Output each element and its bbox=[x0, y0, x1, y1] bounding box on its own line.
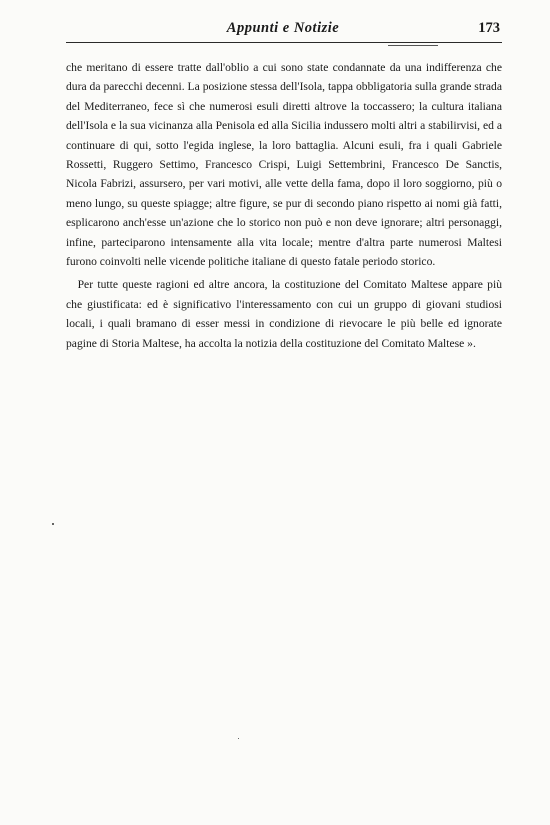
paragraph-2-text: Per tutte queste ragioni ed altre ancora, la costituzione del Comitato Maltese appare più che giustificata: ed è significativo l'interessamento con cui un gruppo di giovani studiosi locali, i quali bramano di esser messi in condizione di rievocare le più belle ed ignorate pagine di Storia Maltese, ha accolta la notizia della costituzione del Comitato Maltese ». bbox=[66, 278, 502, 350]
running-head bbox=[66, 18, 500, 42]
print-speck bbox=[238, 738, 239, 739]
print-speck bbox=[52, 523, 54, 525]
paragraph-2 bbox=[66, 275, 502, 353]
running-title: Appunti e Notizie bbox=[226, 20, 340, 36]
header-rule-accent bbox=[388, 45, 438, 46]
body-text bbox=[66, 58, 502, 353]
page-number: 173 bbox=[478, 20, 500, 36]
paragraph-1: che meritano di essere tratte dall'oblio a cui sono state condannate da una indifferenza che dura da parecchi decenni. La posizione stessa dell'Isola, tappa obbligatoria sulla grande strada del Mediterraneo, fece sì che numerosi esuli diretti altrove la toccassero; la cultura italiana dell'Isola e la sua vicinanza alla Penisola ed alla Sicilia indussero molti altri a stabilirvisi, ed a continuare di qui, sotto l'egida inglese, la loro battaglia. Alcuni esuli, fra i quali Gabriele Rossetti, Ruggero Settimo, Francesco Crispi, Luigi Settembrini, Francesco De Sanctis, Nicola Fabrizi, assursero, per vari motivi, alle vette della fama, dopo il loro soggiorno, più o meno lungo, su queste spiagge; altre figure, se pur di secondo piano rispetto ai nomi già fatti, esplicarono anch'esse un'azione che lo storico non può e non deve ignorare; altri personaggi, infine, parteciparono intensamente alla vita locale; mentre d'altra parte numerosi Maltesi furono coinvolti nelle vicende politiche italiane di questo fatale periodo storico. bbox=[66, 61, 502, 269]
header-rule bbox=[66, 42, 502, 43]
